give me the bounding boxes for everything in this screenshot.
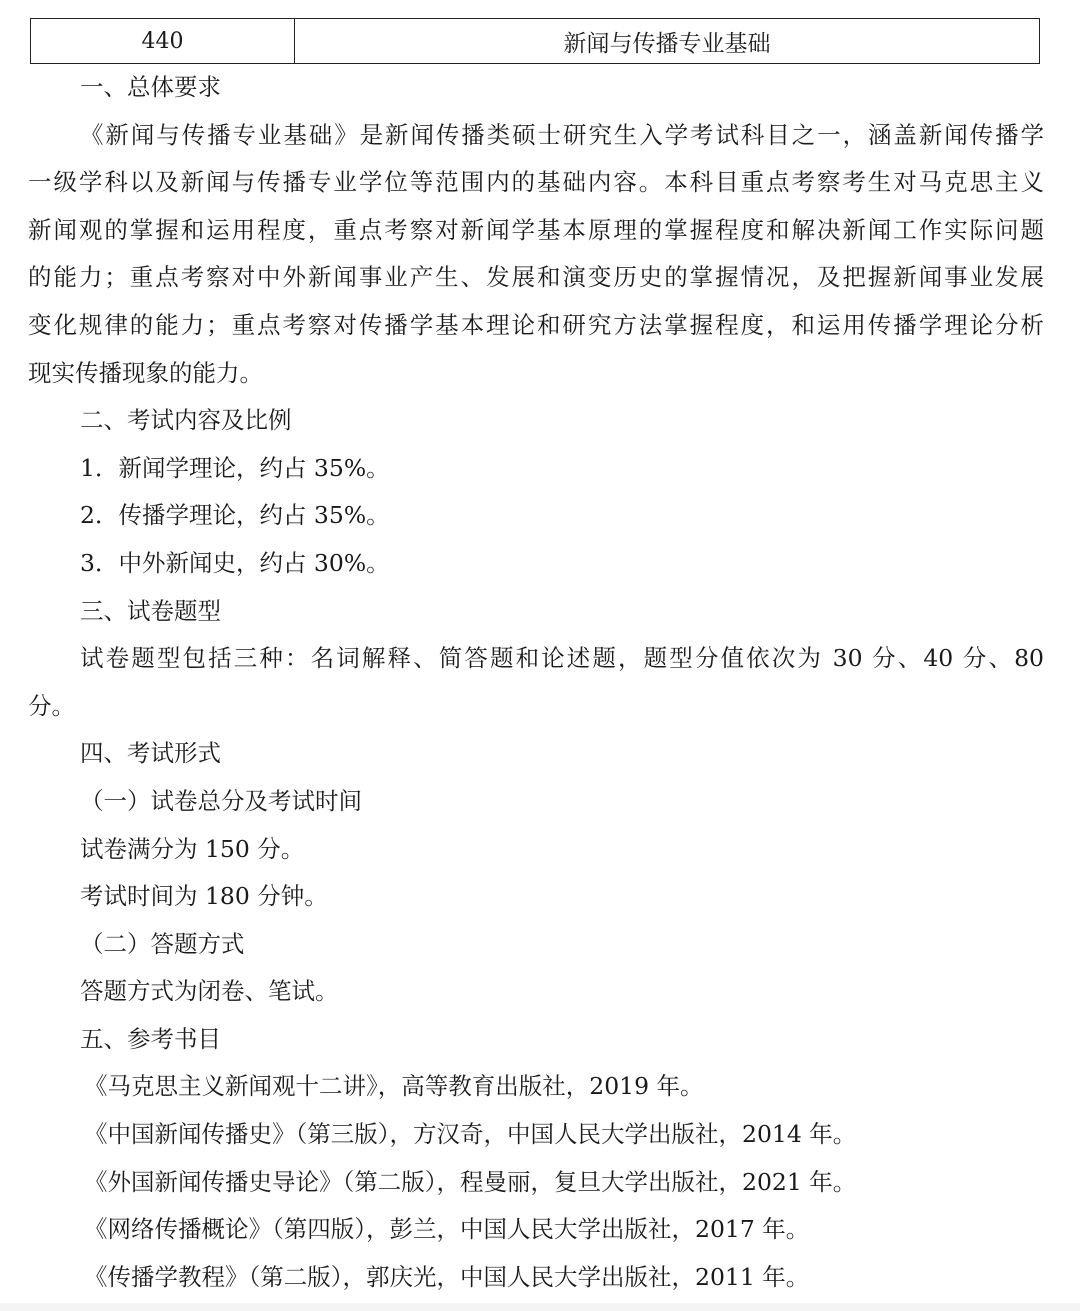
subject-code: 440 <box>31 19 295 63</box>
paragraph-line: 变化规律的能力；重点考察对传播学基本理论和研究方法掌握程度，和运用传播学理论分析 <box>28 310 1044 339</box>
section-heading-exam-format: 四、考试形式 <box>80 739 221 768</box>
paragraph-line: 考试时间为 180 分钟。 <box>80 882 328 911</box>
list-item: 2．传播学理论，约占 35%。 <box>80 501 390 530</box>
paragraph-line: 试卷题型包括三种：名词解释、简答题和论述题，题型分值依次为 30 分、40 分、80 <box>80 644 1044 673</box>
paragraph-line: 现实传播现象的能力。 <box>28 358 263 387</box>
section-heading-question-types: 三、试卷题型 <box>80 596 221 625</box>
paragraph-line: 《新闻与传播专业基础》是新闻传播类硕士研究生入学考试科目之一，涵盖新闻传播学 <box>80 120 1044 149</box>
list-item: 1．新闻学理论，约占 35%。 <box>80 453 390 482</box>
paragraph-line: 一级学科以及新闻与传播专业学位等范围内的基础内容。本科目重点考察考生对马克思主义 <box>28 168 1044 197</box>
subject-name: 新闻与传播专业基础 <box>563 30 771 57</box>
reference-book: 《中国新闻传播史》（第三版），方汉奇，中国人民大学出版社，2014 年。 <box>84 1120 857 1149</box>
section-heading-general: 一、总体要求 <box>80 73 221 101</box>
paragraph-line: 的能力；重点考察对中外新闻事业产生、发展和演变历史的掌握情况，及把握新闻事业发展 <box>28 263 1044 292</box>
paragraph-line: 答题方式为闭卷、笔试。 <box>80 977 339 1006</box>
paragraph-line: 试卷满分为 150 分。 <box>80 834 305 863</box>
page-bottom-edge <box>0 1303 1080 1311</box>
subject-header-table <box>30 18 1040 64</box>
paragraph-line: 分。 <box>28 691 75 720</box>
reference-book: 《马克思主义新闻观十二讲》，高等教育出版社，2019 年。 <box>84 1072 704 1101</box>
paragraph-line: 新闻观的掌握和运用程度，重点考察对新闻学基本原理的掌握程度和解决新闻工作实际问题 <box>28 215 1044 244</box>
section-heading-content: 二、考试内容及比例 <box>80 406 292 435</box>
reference-book: 《传播学教程》（第二版），郭庆光，中国人民大学出版社，2011 年。 <box>84 1262 810 1291</box>
list-item: 3．中外新闻史，约占 30%。 <box>80 548 390 577</box>
document-body <box>28 64 1044 1301</box>
subsection-heading-score-time: （一）试卷总分及考试时间 <box>80 786 362 815</box>
reference-book: 《网络传播概论》（第四版），彭兰，中国人民大学出版社，2017 年。 <box>84 1215 810 1244</box>
section-heading-references: 五、参考书目 <box>80 1024 221 1053</box>
subsection-heading-answer-method: （二）答题方式 <box>80 929 245 958</box>
reference-book: 《外国新闻传播史导论》（第二版），程曼丽，复旦大学出版社，2021 年。 <box>84 1167 857 1196</box>
